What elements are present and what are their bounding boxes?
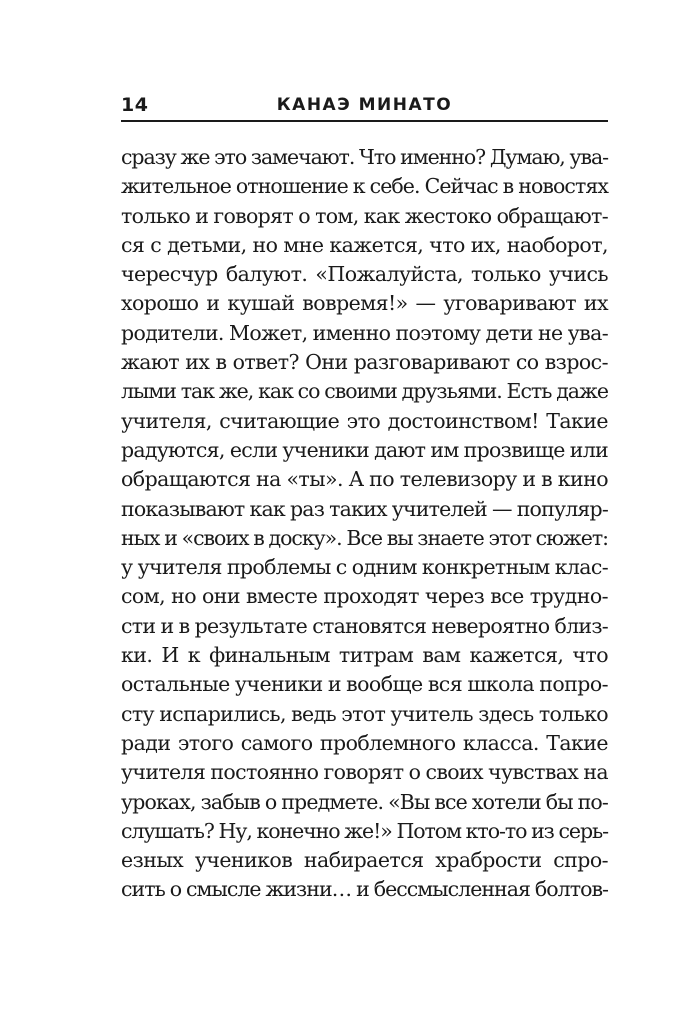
text-line: ных и «своих в доску». Все вы знаете этот сюжет: (121, 525, 608, 550)
text-line: чересчур балуют. «Пожалуйста, только учись (121, 262, 608, 287)
text-line: уроках, забыв о предмете. «Вы все хотели бы по- (121, 789, 608, 814)
page-number: 14 (121, 94, 149, 116)
text-line: у учителя проблемы с одним конкретным клас- (121, 555, 608, 580)
text-line: жают их в ответ? Они разговаривают со взрос- (121, 350, 608, 375)
text-line: хорошо и кушай вовремя!» — уговаривают их (121, 291, 608, 316)
text-line: сразу же это замечают. Что именно? Думаю, ува- (121, 145, 608, 169)
text-line: сом, но они вместе проходят через все труднo- (121, 584, 608, 609)
text-line: жительное отношение к себе. Сейчас в новостях (121, 174, 608, 199)
text-line: учителя постоянно говорят о своих чувствах на (121, 760, 608, 785)
text-line: езных учеников набирается храбрости спро- (121, 848, 608, 873)
text-line: ради этого самого проблемного класса. Такие (121, 730, 608, 755)
text-line: сту испарились, ведь этот учитель здесь только (121, 701, 608, 726)
text-line: ся с детьми, но мне кажется, что их, наоборот, (121, 232, 608, 257)
text-line: лыми так же, как со своими друзьями. Есть даже (121, 379, 608, 404)
text-line: обращаются на «ты». А по телевизору и в кино (121, 467, 608, 492)
text-line: радуются, если ученики дают им прозвище или (121, 437, 608, 462)
text-line: учителя, считающие это достоинством! Такие (121, 408, 608, 433)
text-line: сти и в результате становятся невероятно близ- (121, 613, 608, 638)
running-header (121, 92, 608, 122)
body-text (121, 143, 608, 905)
text-line: только и говорят о том, как жестоко обращают- (121, 203, 608, 228)
text-line: ки. И к финальным титрам вам кажется, что (121, 643, 608, 668)
book-title: КАНАЭ МИНАТО (276, 95, 453, 115)
text-line: родители. Может, именно поэтому дети не ува- (121, 320, 608, 345)
text-line: остальные ученики и вообще вся школа попро- (121, 672, 608, 697)
text-line: показывают как раз таких учителей — популяр- (121, 496, 608, 521)
text-line: сить о смысле жизни… и бессмысленная болтов- (121, 877, 608, 902)
text-line: слушать? Ну, конечно же!» Потом кто-то из серь- (121, 818, 608, 843)
